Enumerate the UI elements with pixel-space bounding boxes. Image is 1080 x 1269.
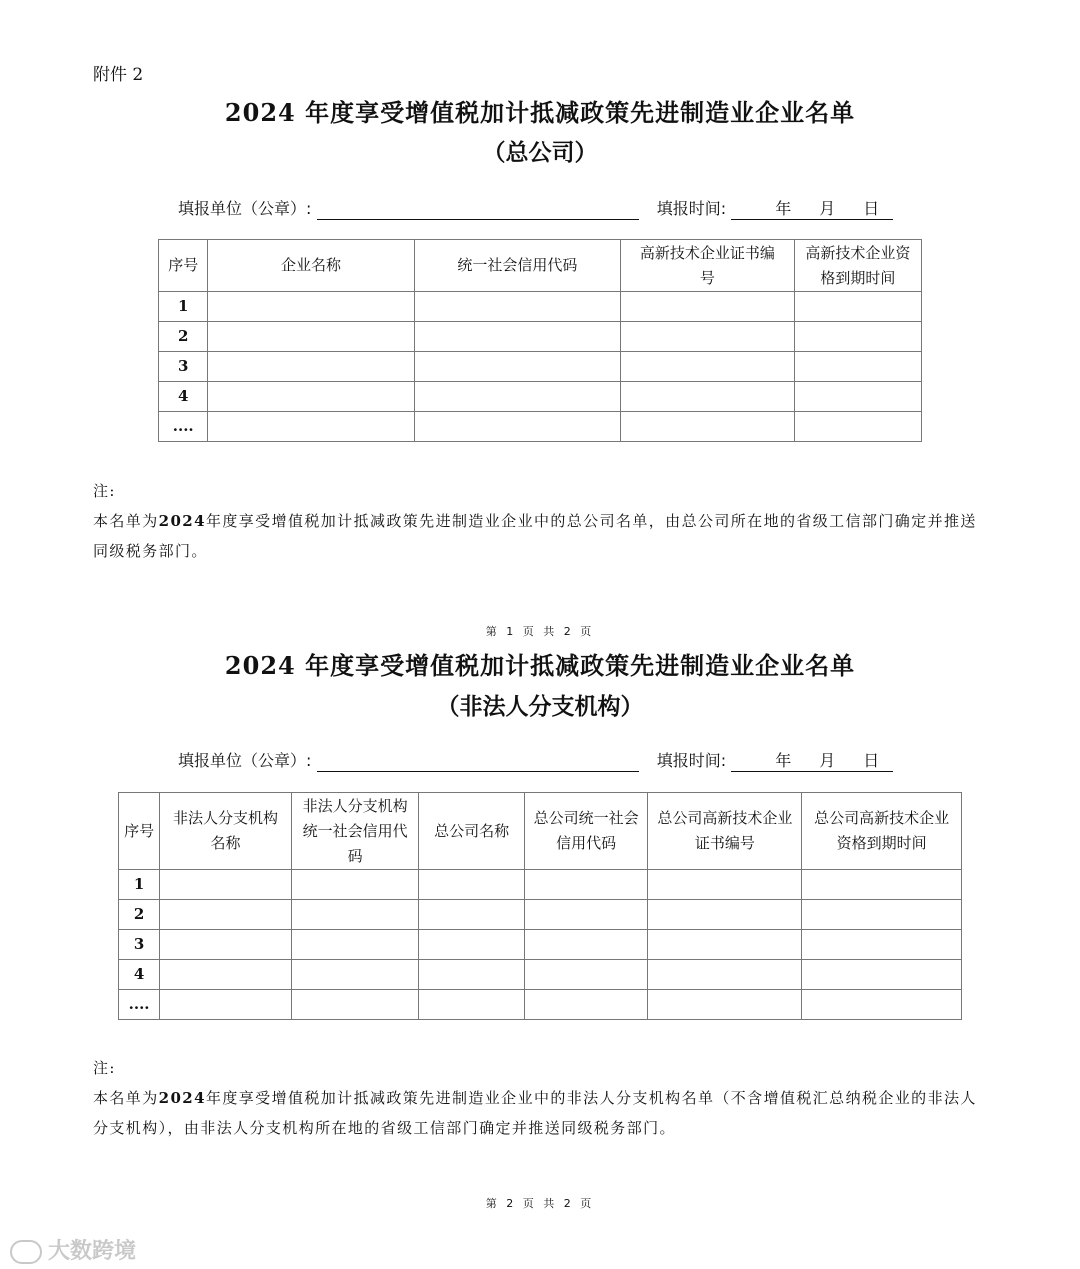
cell[interactable] — [414, 352, 620, 382]
col-header-branch-name: 非法人分支机构名称 — [160, 793, 292, 870]
cell[interactable] — [802, 870, 962, 900]
cell[interactable] — [208, 292, 414, 322]
branch-table — [118, 792, 962, 1020]
cell[interactable] — [621, 382, 795, 412]
note-prefix: 本名单为 — [93, 512, 159, 530]
cell[interactable] — [802, 960, 962, 990]
col-header-expiry: 高新技术企业资格到期时间 — [794, 240, 921, 292]
note-year: 2024 — [158, 1089, 206, 1107]
table-row — [119, 870, 962, 900]
col-header-credit-code: 统一社会信用代码 — [414, 240, 620, 292]
fill-date-blank[interactable] — [731, 196, 893, 220]
cell[interactable] — [208, 352, 414, 382]
list-subtitle-head-office: （总公司） — [482, 139, 598, 166]
col-header-company-name: 企业名称 — [208, 240, 414, 292]
cell[interactable] — [160, 930, 292, 960]
note-body: 年度享受增值税加计抵减政策先进制造业企业中的非法人分支机构名单（不含增值税汇总纳税企业的非法人分支机构），由非法人分支机构所在地的省级工信部门确定并推送同级税务部门。 — [93, 1089, 977, 1137]
day-char: 日 — [863, 751, 880, 770]
cell[interactable] — [621, 322, 795, 352]
table-row — [119, 960, 962, 990]
cell[interactable] — [524, 960, 648, 990]
cell[interactable] — [794, 292, 921, 322]
cell[interactable] — [419, 960, 525, 990]
watermark-logo-icon — [10, 1240, 42, 1264]
fill-unit-blank[interactable] — [317, 753, 639, 772]
list-title-head-office: 2024 年度享受增值税加计抵减政策先进制造业企业名单 — [224, 98, 856, 127]
cell[interactable] — [524, 900, 648, 930]
cell[interactable] — [802, 930, 962, 960]
cell[interactable] — [291, 960, 419, 990]
cell[interactable] — [160, 900, 292, 930]
cell[interactable] — [621, 412, 795, 442]
note-label: 注: — [93, 1059, 116, 1077]
table-row — [119, 900, 962, 930]
cell[interactable] — [621, 292, 795, 322]
table-row — [159, 412, 922, 442]
note-text — [93, 506, 993, 566]
row-index: 3 — [119, 930, 160, 960]
note-head-office — [93, 476, 993, 566]
cell[interactable] — [414, 412, 620, 442]
cell[interactable] — [160, 870, 292, 900]
year-char: 年 — [775, 199, 792, 218]
table-row — [159, 292, 922, 322]
attachment-label: 附件 2 — [93, 65, 144, 85]
cell[interactable] — [524, 930, 648, 960]
fill-row-2 — [178, 748, 893, 772]
cell[interactable] — [794, 322, 921, 352]
cell[interactable] — [160, 990, 292, 1020]
row-index: .... — [119, 990, 160, 1020]
year-char: 年 — [775, 751, 792, 770]
table-header-row — [119, 793, 962, 870]
table-row — [159, 382, 922, 412]
cell[interactable] — [794, 352, 921, 382]
cell[interactable] — [291, 870, 419, 900]
row-index: .... — [159, 412, 208, 442]
cell[interactable] — [208, 322, 414, 352]
row-index: 1 — [159, 292, 208, 322]
fill-row-1 — [178, 196, 893, 220]
page-number-1: 第 1 页 共 2 页 — [485, 625, 595, 638]
note-prefix: 本名单为 — [93, 1089, 159, 1107]
row-index: 3 — [159, 352, 208, 382]
list-subtitle-branch: （非法人分支机构） — [436, 693, 644, 720]
cell[interactable] — [794, 382, 921, 412]
cell[interactable] — [414, 322, 620, 352]
cell[interactable] — [208, 382, 414, 412]
row-index: 4 — [119, 960, 160, 990]
col-header-index: 序号 — [159, 240, 208, 292]
note-text — [93, 1083, 993, 1143]
watermark-text: 大数跨境 — [48, 1239, 137, 1264]
table-row — [119, 930, 962, 960]
cell[interactable] — [414, 292, 620, 322]
cell[interactable] — [414, 382, 620, 412]
fill-time-label: 填报时间: — [656, 199, 727, 218]
cell[interactable] — [621, 352, 795, 382]
fill-unit-label: 填报单位（公章）: — [178, 751, 312, 770]
month-char: 月 — [819, 199, 836, 218]
fill-unit-blank[interactable] — [317, 201, 639, 220]
cell[interactable] — [648, 870, 802, 900]
row-index: 2 — [159, 322, 208, 352]
cell[interactable] — [802, 900, 962, 930]
fill-date-blank[interactable] — [731, 748, 893, 772]
cell[interactable] — [419, 930, 525, 960]
note-branch — [93, 1053, 993, 1143]
fill-time-label: 填报时间: — [656, 751, 727, 770]
table-row — [159, 352, 922, 382]
day-char: 日 — [863, 199, 880, 218]
cell[interactable] — [648, 930, 802, 960]
cell[interactable] — [160, 960, 292, 990]
col-header-hq-name: 总公司名称 — [419, 793, 525, 870]
list-title-branch: 2024 年度享受增值税加计抵减政策先进制造业企业名单 — [224, 651, 856, 680]
col-header-hq-expiry: 总公司高新技术企业资格到期时间 — [802, 793, 962, 870]
watermark — [10, 1234, 136, 1265]
cell[interactable] — [648, 960, 802, 990]
note-label: 注: — [93, 482, 116, 500]
cell[interactable] — [291, 930, 419, 960]
col-header-cert-number: 高新技术企业证书编号 — [621, 240, 795, 292]
page-number-2: 第 2 页 共 2 页 — [485, 1197, 595, 1210]
cell[interactable] — [208, 412, 414, 442]
note-body: 年度享受增值税加计抵减政策先进制造业企业中的总公司名单，由总公司所在地的省级工信部门确定并推送同级税务部门。 — [93, 512, 977, 560]
table-row — [119, 990, 962, 1020]
cell[interactable] — [524, 870, 648, 900]
head-office-table — [158, 239, 922, 442]
cell[interactable] — [794, 412, 921, 442]
cell[interactable] — [419, 870, 525, 900]
row-index: 2 — [119, 900, 160, 930]
row-index: 1 — [119, 870, 160, 900]
cell[interactable] — [802, 990, 962, 1020]
cell[interactable] — [291, 900, 419, 930]
col-header-hq-credit-code: 总公司统一社会信用代码 — [524, 793, 648, 870]
table-header-row — [159, 240, 922, 292]
cell[interactable] — [419, 900, 525, 930]
fill-unit-label: 填报单位（公章）: — [178, 199, 312, 218]
month-char: 月 — [819, 751, 836, 770]
col-header-index: 序号 — [119, 793, 160, 870]
row-index: 4 — [159, 382, 208, 412]
cell[interactable] — [524, 990, 648, 1020]
cell[interactable] — [291, 990, 419, 1020]
col-header-branch-credit-code: 非法人分支机构统一社会信用代码 — [291, 793, 419, 870]
table-row — [159, 322, 922, 352]
note-year: 2024 — [158, 512, 206, 530]
cell[interactable] — [419, 990, 525, 1020]
cell[interactable] — [648, 990, 802, 1020]
cell[interactable] — [648, 900, 802, 930]
col-header-hq-cert-number: 总公司高新技术企业证书编号 — [648, 793, 802, 870]
